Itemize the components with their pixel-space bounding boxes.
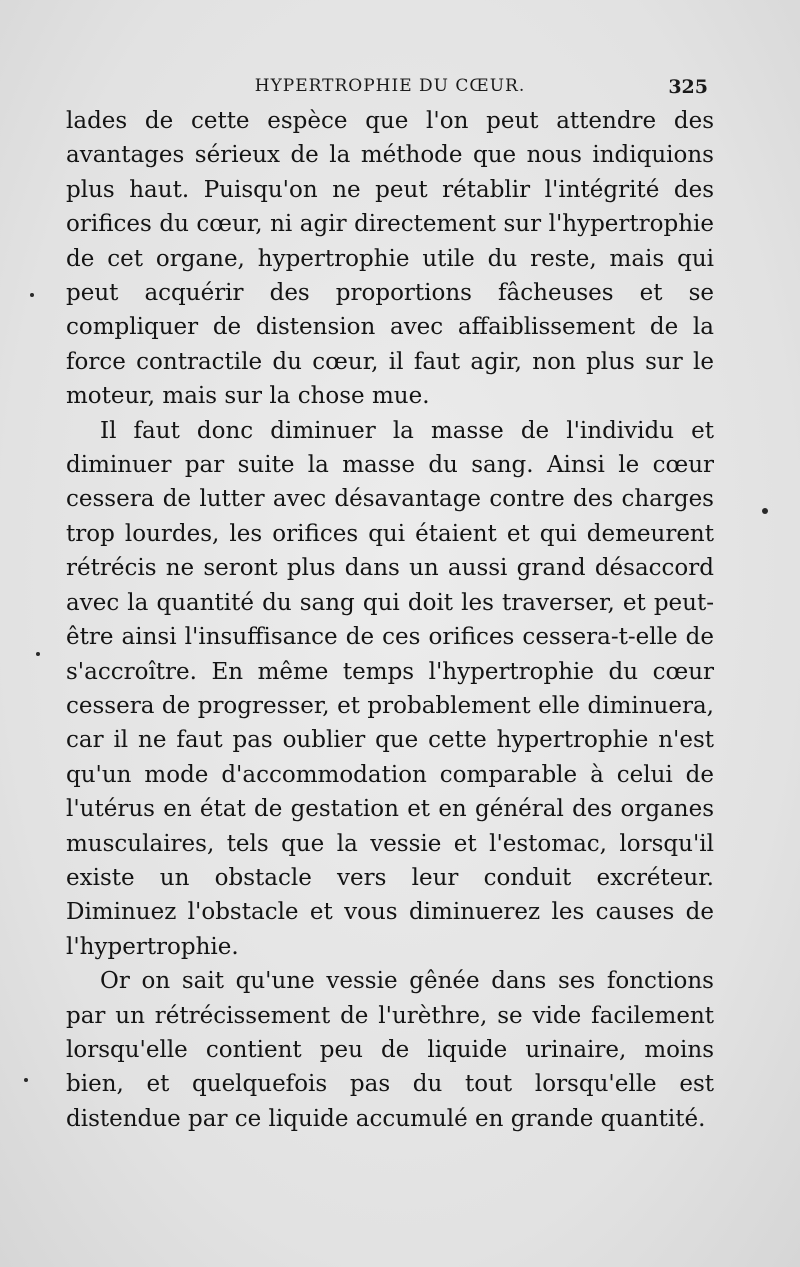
page-header: [66, 76, 714, 104]
ink-speck: [24, 1078, 28, 1082]
ink-speck: [762, 508, 768, 514]
ink-speck: [30, 293, 34, 297]
body-text: [66, 104, 714, 1136]
ink-speck: [36, 652, 40, 656]
page-number: 325: [668, 76, 708, 98]
paragraph-diminish-mass: Il faut donc diminuer la masse de l'individu et diminuer par suite la masse du sang. Ainsi le cœur cessera de lutter avec désavantage contre des charges trop lourdes, les orifices qui étaient et qui demeurent rétrécis ne seront plus dans un aussi grand désaccord avec la quantité du sang qui doit les traverser, et peut-être ainsi l'insuffisance de ces orifices cessera-t-elle de s'accroître. En même temps l'hypertrophie du cœur cessera de progresser, et probablement elle diminuera, car il ne faut pas oublier que cette hypertrophie n'est qu'un mode d'accommodation comparable à celui de l'utérus en état de gestation et en général des organes musculaires, tels que la vessie et l'estomac, lorsqu'il existe un obstacle vers leur conduit excréteur. Diminuez l'obstacle et vous diminuerez les causes de l'hypertrophie.: [66, 417, 714, 960]
running-title: HYPERTROPHIE DU CŒUR.: [254, 76, 526, 96]
paragraph-bladder: Or on sait qu'une vessie gênée dans ses fonctions par un rétrécissement de l'urèthre, se vide facilement lorsqu'elle contient peu de liquide urinaire, moins bien, et quelquefois pas du tout lorsqu'elle est distendue par ce liquide accumulé en grande quantité.: [66, 968, 714, 1132]
paragraph-continuation: lades de cette espèce que l'on peut attendre des avantages sérieux de la méthode que nous indiquions plus haut. Puisqu'on ne peut rétablir l'intégrité des orifices du cœur, ni agir directement sur l'hypertrophie de cet organe, hypertrophie utile du reste, mais qui peut acquérir des proportions fâcheuses et se compliquer de distension avec affaiblissement de la force contractile du cœur, il faut agir, non plus sur le moteur, mais sur la chose mue.: [66, 108, 714, 410]
